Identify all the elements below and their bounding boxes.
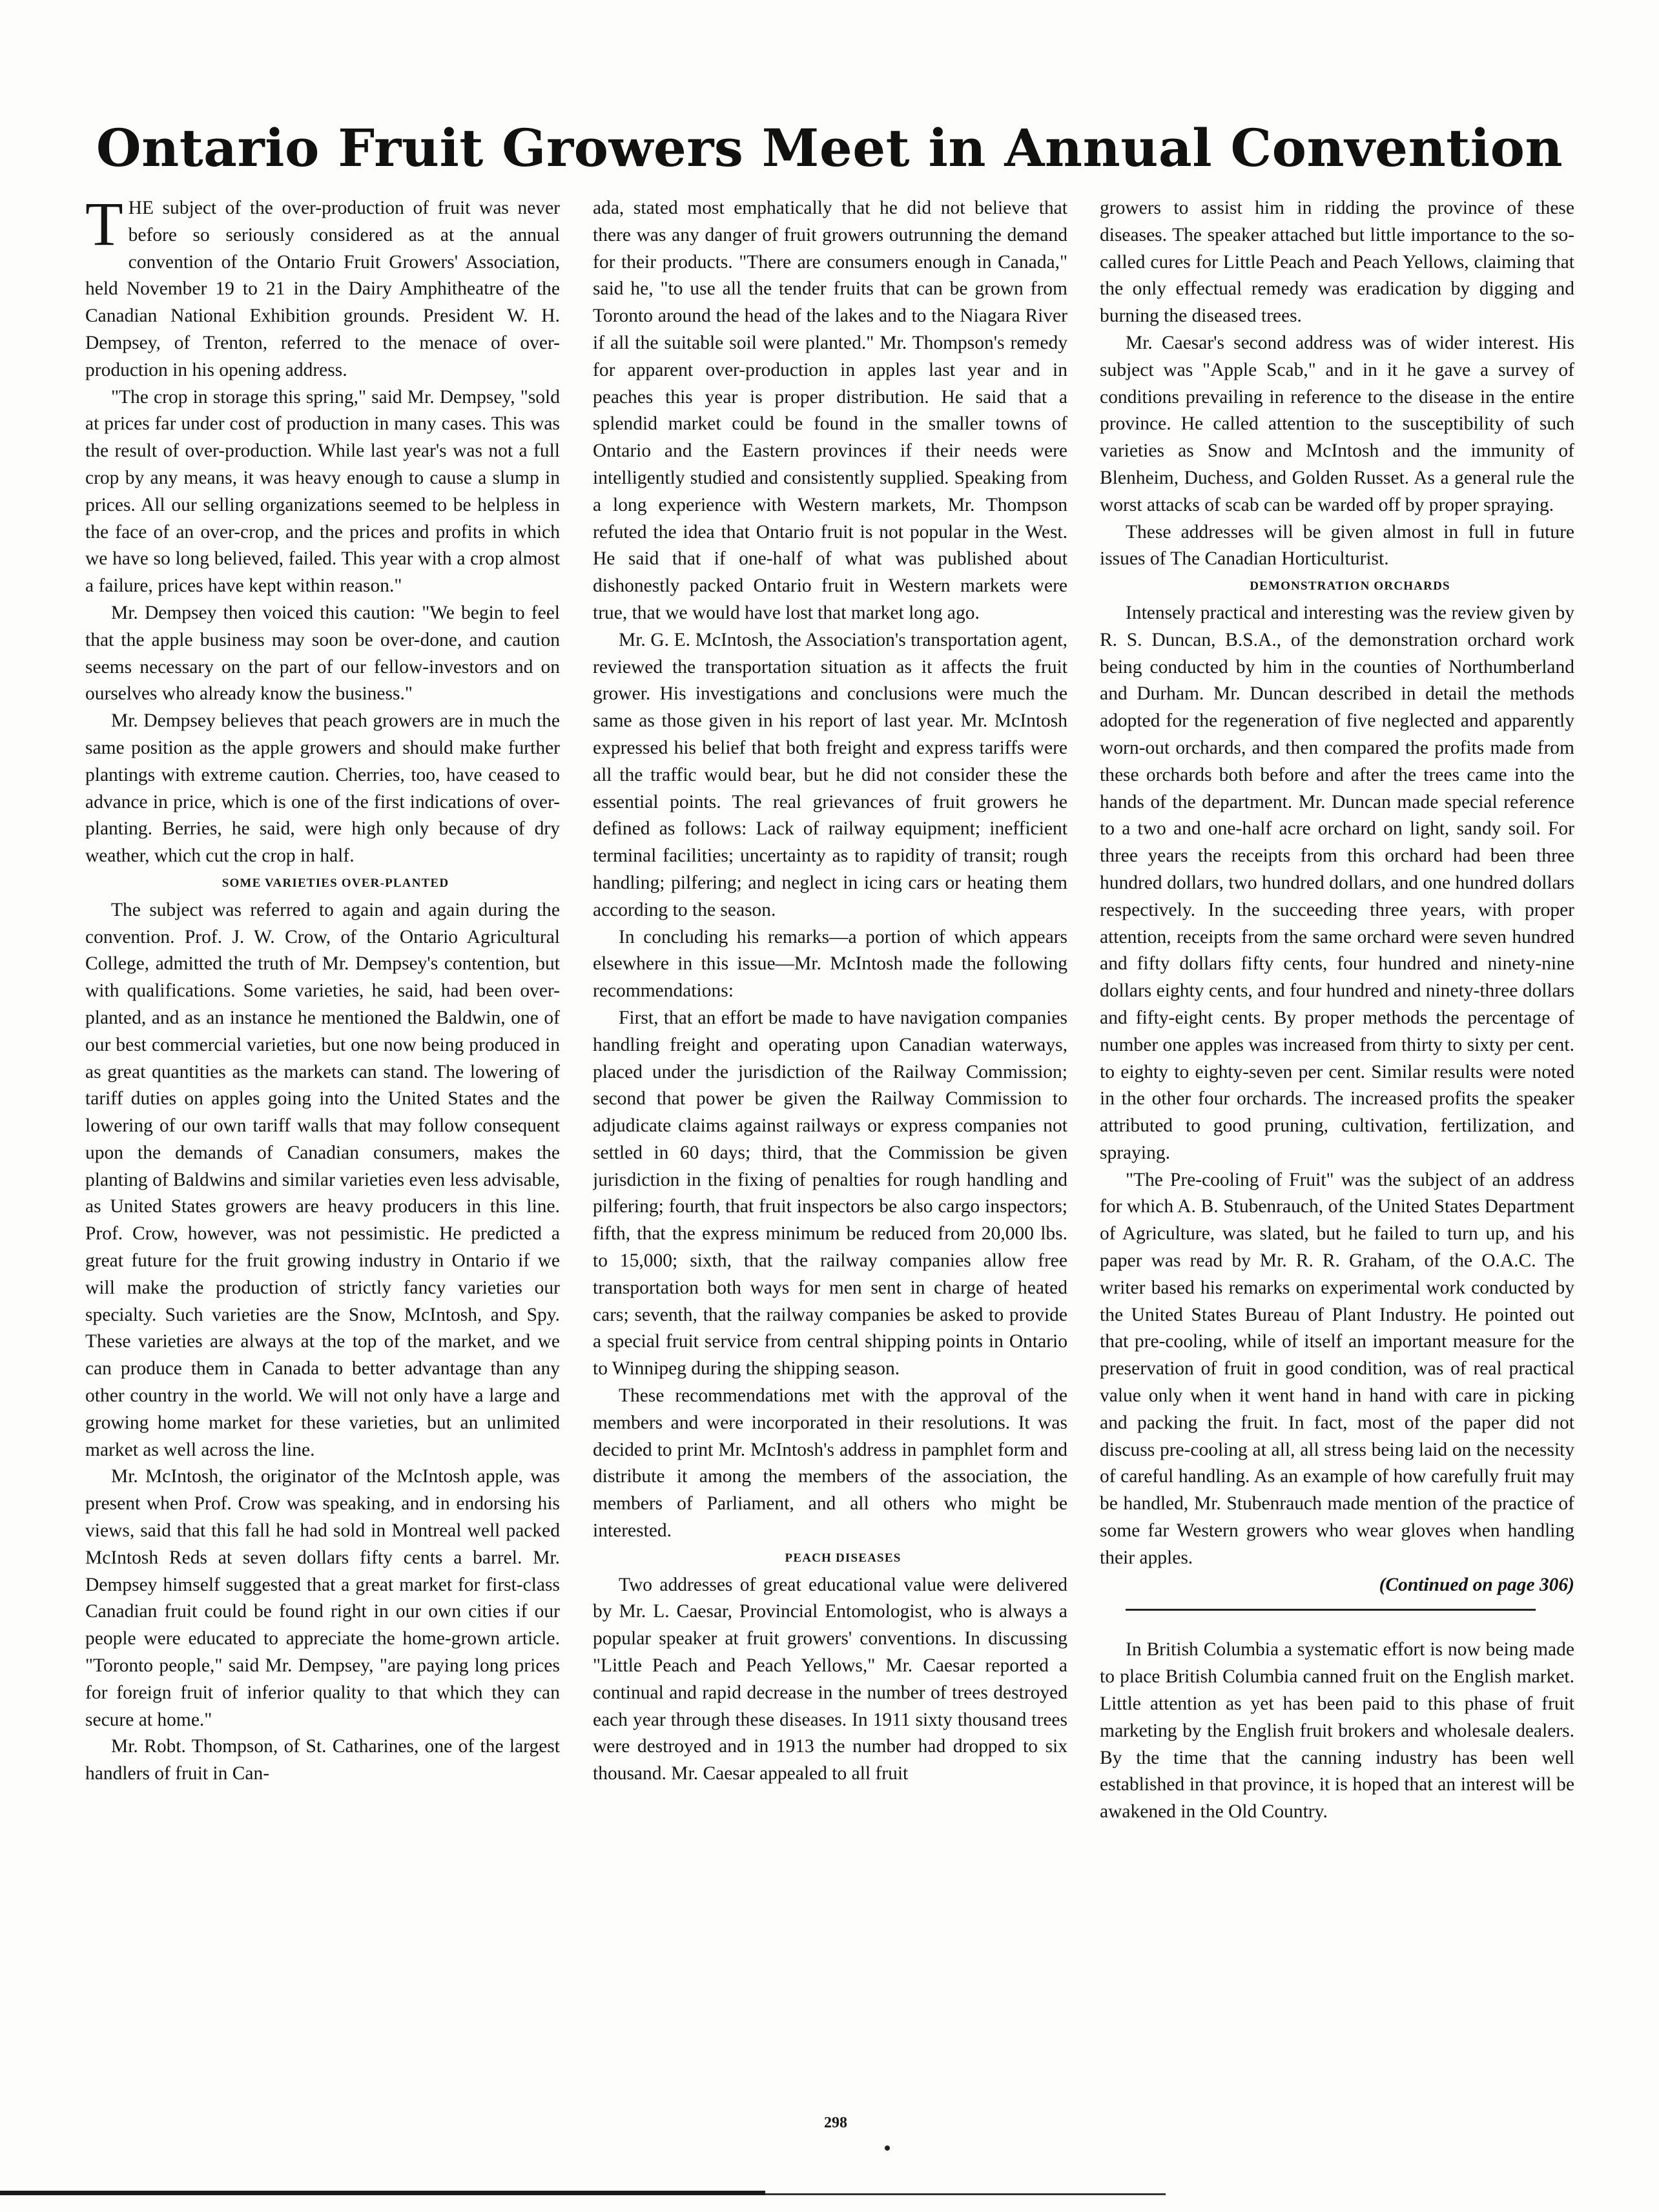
divider [1126,1609,1536,1611]
paragraph: Intensely practical and interesting was the review given by R. S. Duncan, B.S.A., of the demonstration orchard work being conducted by him in the counties of Northumberland and Durham. Mr. Duncan described in detail the methods adopted for the regeneration of five neglected and apparently worn-out orchards, and then compared the profits made from these orchards both before and after the trees came into the hands of the department. Mr. Duncan made special reference to a two and one-half acre orchard on light, sandy soil. For three years the receipts from this orchard had been three hundred dollars, two hundred dollars, and one hundred dollars respectively. In the succeeding three years, with proper attention, receipts from the same orchard were seven hundred and fifty dollars fifty cents, four hundred and ninety-nine dollars eighty cents, and four hundred and ninety-three dollars and fifty-eight cents. By proper methods the percentage of number one apples was increased from thirty to sixty per cent. to eighty to eighty-seven per cent. Similar results were noted in the other four orchards. The increased profits the speaker attributed to good pruning, cultivation, fertilization, and spraying. [1100,602,1574,1163]
paragraph: Two addresses of great educational value were delivered by Mr. L. Caesar, Provincial Entomologist, who is always a popular speaker at fruit growers' conventions. In discussing "Little Peach and Peach Yellows," Mr. Caesar reported a continual and rapid decrease in the number of trees destroyed each year through these diseases. In 1911 sixty thousand trees were destroyed and in 1913 the number had dropped to six thousand. Mr. Caesar appealed to all fruit [593,1574,1067,1784]
paragraph: These recommendations met with the approval of the members and were incorporated in their resolutions. It was decided to print Mr. McIntosh's address in pamphlet form and distribute it among the members of the association, the members of Parliament, and all others who might be interested. [593,1385,1067,1542]
column-2 [593,195,1067,2081]
article-title: Ontario Fruit Growers Meet in Annual Convention [96,118,1563,178]
paragraph: In concluding his remarks—a portion of which appears elsewhere in this issue—Mr. McIntosh made the following recommendations: [593,926,1067,1002]
paragraph: "The Pre-cooling of Fruit" was the subject of an address for which A. B. Stubenrauch, of the United States Department of Agriculture, was slated, but he failed to turn up, and his paper was read by Mr. R. R. Graham, of the O.A.C. The writer based his remarks on experimental work conducted by the United States Bureau of Plant Industry. He pointed out that pre-cooling, while of itself an important measure for the preservation of fruit in good condition, was of real practical value only when it went hand in hand with care in picking and packing the fruit. In fact, most of the paper did not discuss pre-cooling at all, all stress being laid on the necessity of careful handling. As an example of how carefully fruit may be handled, Mr. Stubenrauch made mention of the practice of some far Western growers who wear gloves when handling their apples. [1100,1169,1574,1568]
page-number: 298 [824,2114,847,2131]
paragraph: "The crop in storage this spring," said Mr. Dempsey, "sold at prices far under cost of production in many cases. This was the result of over-production. While last year's was not a full crop by any means, it was heavy enough to cause a slump in prices. All our selling organizations seemed to be helpless in the face of an over-crop, and the prices and profits in which we have so long believed, failed. This year with a crop almost a failure, prices have kept within reason." [85,386,560,597]
paragraph: These addresses will be given almost in full in future issues of The Canadian Horticulturist. [1100,521,1574,570]
paragraph-text: HE subject of the over-production of fruit was never before so seriously considered as at the annual convention of the Ontario Fruit Growers' Association, held November 19 to 21 in the Dairy Amphitheatre of the Canadian National Exhibition grounds. President W. H. Dempsey, of Trenton, referred to the menace of over-production in his opening address. [85,198,560,380]
page-mark [885,2145,890,2151]
bottom-rule-thin [765,2193,1166,2195]
paragraph: Mr. G. E. McIntosh, the Association's transportation agent, reviewed the transportation situation as it affects the fruit grower. His investigations and conclusions were much the same as those given in his report of last year. Mr. McIntosh expressed his belief that both freight and express tariffs were all the traffic would bear, but he did not consider these the essential points. The real grievances of fruit growers he defined as follows: Lack of railway equipment; inefficient terminal facilities; uncertainty as to rapidity of transit; rough handling; pilfering; and neglect in icing cars or heating them according to the season. [593,629,1067,920]
paragraph: First, that an effort be made to have navigation companies handling freight and operating upon Canadian waterways, placed under the jurisdiction of the Railway Commission; second that power be given the Railway Commission to adjudicate claims against railways or express companies not settled in 60 days; third, that the Commission be given jurisdiction in the fixing of penalties for rough handling and pilfering; fourth, that fruit inspectors be also cargo inspectors; fifth, that the express minimum be reduced from 20,000 lbs. to 15,000; sixth, that the railway companies allow free transportation both ways for men sent in charge of heated cars; seventh, that the railway companies be asked to provide a special fruit service from central shipping points in Ontario to Winnipeg during the shipping season. [593,1007,1067,1380]
paragraph: ada, stated most emphatically that he did not believe that there was any danger of fruit growers outrunning the demand for their products. "There are consumers enough in Canada," said he, "to use all the tender fruits that can be grown from Toronto around the head of the lakes and to the Niagara River if all the suitable soil were planted." Mr. Thompson's remedy for apparent over-production in apples last year and in peaches this year is proper distribution. He said that a splendid market could be found in the smaller towns of Ontario and the Eastern provinces if their needs were intelligently studied and consistently supplied. Speaking from a long experience with Western markets, Mr. Thompson refuted the idea that Ontario fruit is not popular in the West. He said that if one-half of what was published about dishonestly packed Ontario fruit in Western markets were true, that we would have lost that market long ago. [593,198,1067,623]
bottom-rule [0,2191,765,2195]
column-1 [85,195,560,2081]
paragraph: Mr. Caesar's second address was of wider interest. His subject was "Apple Scab," and in it he gave a survey of conditions prevailing in reference to the disease in the entire province. He called attention to the susceptibility of such varieties as Snow and McIntosh and the immunity of Blenheim, Duchess, and Golden Russet. As a general rule the worst attacks of scab can be warded off by proper spraying. [1100,332,1574,515]
paragraph: growers to assist him in ridding the province of these diseases. The speaker attached but little importance to the so-called cures for Little Peach and Peach Yellows, claiming that the only effectual remedy was eradication by digging and burning the diseased trees. [1100,198,1574,327]
paragraph: Mr. McIntosh, the originator of the McIntosh apple, was present when Prof. Crow was speaking, and in endorsing his views, said that this fall he had sold in Montreal well packed McIntosh Reds at seven dollars fifty cents a barrel. Mr. Dempsey himself suggested that a great market for first-class Canadian fruit could be found right in our own cities if our people were educated to appreciate the home-grown article. "Toronto people," said Mr. Dempsey, "are paying long prices for foreign fruit of inferior quality to that which they can secure at home." [85,1466,560,1730]
continued-note: (Continued on page 306) [1379,1574,1574,1595]
section-heading: PEACH DISEASES [785,1551,902,1565]
paragraph [85,195,560,384]
section-heading: DEMONSTRATION ORCHARDS [1250,579,1450,594]
paragraph: The subject was referred to again and again during the convention. Prof. J. W. Crow, of the Ontario Agricultural College, admitted the truth of Mr. Dempsey's contention, but with qualifications. Some varieties, he said, had been over-planted, and as an instance he mentioned the Baldwin, one of our best commercial varieties, but one now being produced in as great quantities as the markets can stand. The lowering of tariff duties on apples going into the United States and the lowering of our own tariff walls that may follow consequent upon the demands of Canadian consumers, makes the planting of Baldwins and similar varieties even less advisable, as United States growers are heavy producers in this line. Prof. Crow, however, was not pessimistic. He predicted a great future for the fruit growing industry in Ontario if we will make the production of strictly fancy varieties our specialty. Such varieties are the Snow, McIntosh, and Spy. These varieties are always at the top of the market, and we can produce them in Canada to better advantage than any other country in the world. We will not only have a large and growing home market for these varieties, but an unlimited market as well across the line. [85,899,560,1460]
section-heading: SOME VARIETIES OVER-PLANTED [222,876,449,890]
sidebar-paragraph: In British Columbia a systematic effort is now being made to place British Columbia canned fruit on the English market. Little attention as yet has been paid to this phase of fruit marketing by the English fruit brokers and wholesale dealers. By the time that the canning industry has been well established in that province, it is hoped that an interest will be awakened in the Old Country. [1100,1639,1574,1823]
drop-cap: T [85,195,123,258]
paragraph: Mr. Dempsey then voiced this caution: "We begin to feel that the apple business may soon be over-done, and caution seems necessary on the part of our fellow-investors and on ourselves who already know the business." [85,602,560,705]
column-3 [1100,195,1574,2081]
paragraph: Mr. Robt. Thompson, of St. Catharines, one of the largest handlers of fruit in Can- [85,1736,560,1784]
paragraph: Mr. Dempsey believes that peach growers are in much the same position as the apple growers and should make further plantings with extreme caution. Cherries, too, have ceased to advance in price, which is one of the first indications of over-planting. Berries, he said, were high only because of dry weather, which cut the crop in half. [85,710,560,867]
